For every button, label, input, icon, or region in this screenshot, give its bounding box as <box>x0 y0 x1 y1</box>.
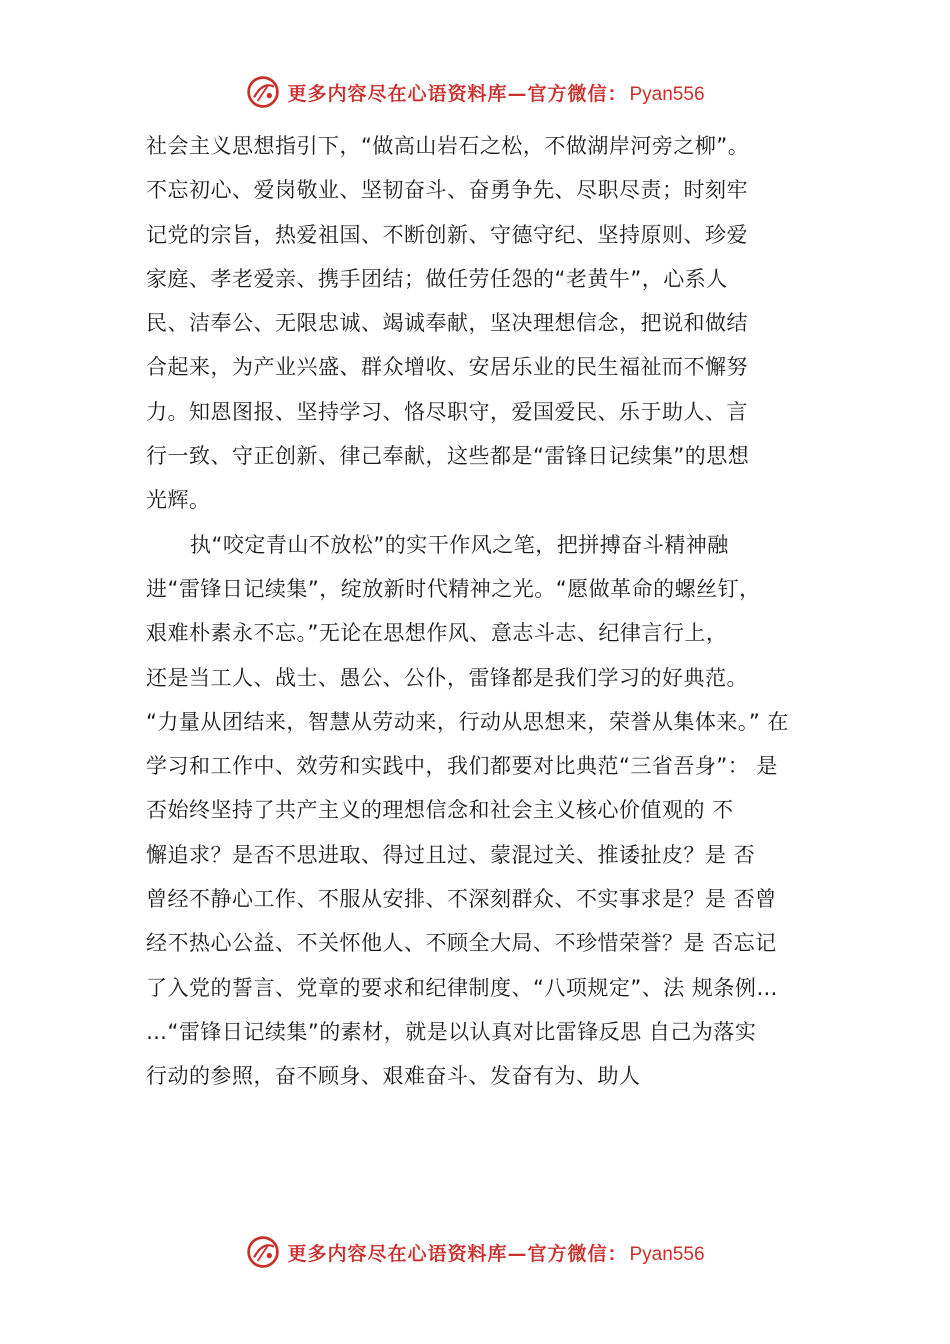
brand-logo-icon <box>245 1234 281 1270</box>
text-line: 家庭、孝老爱亲、携手团结；做任劳任怨的“老黄牛”，心系人 <box>146 266 728 291</box>
text-line: 曾经不静心工作、不服从安排、不深刻群众、不实事求是？是 否曾 <box>146 887 777 912</box>
paragraph <box>146 124 836 523</box>
text-line: 不忘初心、爱岗敬业、坚韧奋斗、奋勇争先、尽职尽责；时刻牢 <box>146 178 748 203</box>
text-line: 了入党的誓言、党章的要求和纪律制度、“八项规定”、法 规条例… <box>146 975 778 1000</box>
footer-watermark-banner <box>0 1230 950 1274</box>
text-line: 艰难朴素永不忘。”无论在思想作风、意志斗志、纪律言行上， <box>146 621 728 646</box>
paragraph <box>146 523 836 1099</box>
text-line: 懈追求？是否不思进取、得过且过、蒙混过关、推诿扯皮？是 否 <box>146 842 756 867</box>
banner-wechat-handle: Pyan556 <box>629 83 705 105</box>
header-watermark-banner <box>0 70 950 114</box>
banner-text: 更多内容尽在心语资料库—官方微信： Pyan556 <box>287 1242 705 1265</box>
text-line: 学习和工作中、效劳和实践中，我们都要对比典范“三省吾身”： 是 <box>146 754 778 779</box>
brand-logo-icon <box>245 74 281 110</box>
banner-wechat-handle: Pyan556 <box>629 1243 705 1265</box>
text-line: 光辉。 <box>146 488 211 513</box>
text-line: 社会主义思想指引下，“做高山岩石之松，不做湖岸河旁之柳”。 <box>146 134 750 158</box>
banner-text: 更多内容尽在心语资料库—官方微信： Pyan556 <box>287 82 705 105</box>
text-line: “力量从团结来，智慧从劳动来，行动从思想来，荣誉从集体来。” 在 <box>146 709 789 734</box>
text-line: …“雷锋日记续集”的素材，就是以认真对比雷锋反思 自己为落实 <box>146 1019 757 1044</box>
text-line: 力。知恩图报、坚持学习、恪尽职守，爱国爱民、乐于助人、言 <box>146 399 748 424</box>
text-line: 执“咬定青山不放松”的实干作风之笔，把拼搏奋斗精神融 <box>190 532 729 557</box>
text-line: 记党的宗旨，热爱祖国、不断创新、守德守纪、坚持原则、珍爱 <box>146 222 748 247</box>
text-line: 行动的参照，奋不顾身、艰难奋斗、发奋有为、助人 <box>146 1064 641 1089</box>
document-body <box>146 124 836 1099</box>
text-line: 经不热心公益、不关怀他人、不顾全大局、不珍惜荣誉？是 否忘记 <box>146 931 777 956</box>
text-line: 还是当工人、战士、愚公、公仆，雷锋都是我们学习的好典范。 <box>146 665 748 690</box>
text-line: 否始终坚持了共产主义的理想信念和社会主义核心价值观的 不 <box>146 798 734 823</box>
text-line: 行一致、守正创新、律己奉献，这些都是“雷锋日记续集”的思想 <box>146 444 750 469</box>
text-line: 民、洁奉公、无限忠诚、竭诚奉献，坚决理想信念，把说和做结 <box>146 311 748 336</box>
text-line: 进“雷锋日记续集”，绽放新时代精神之光。“愿做革命的螺丝钉， <box>146 576 761 601</box>
text-line: 合起来，为产业兴盛、群众增收、安居乐业的民生福祉而不懈努 <box>146 355 748 380</box>
